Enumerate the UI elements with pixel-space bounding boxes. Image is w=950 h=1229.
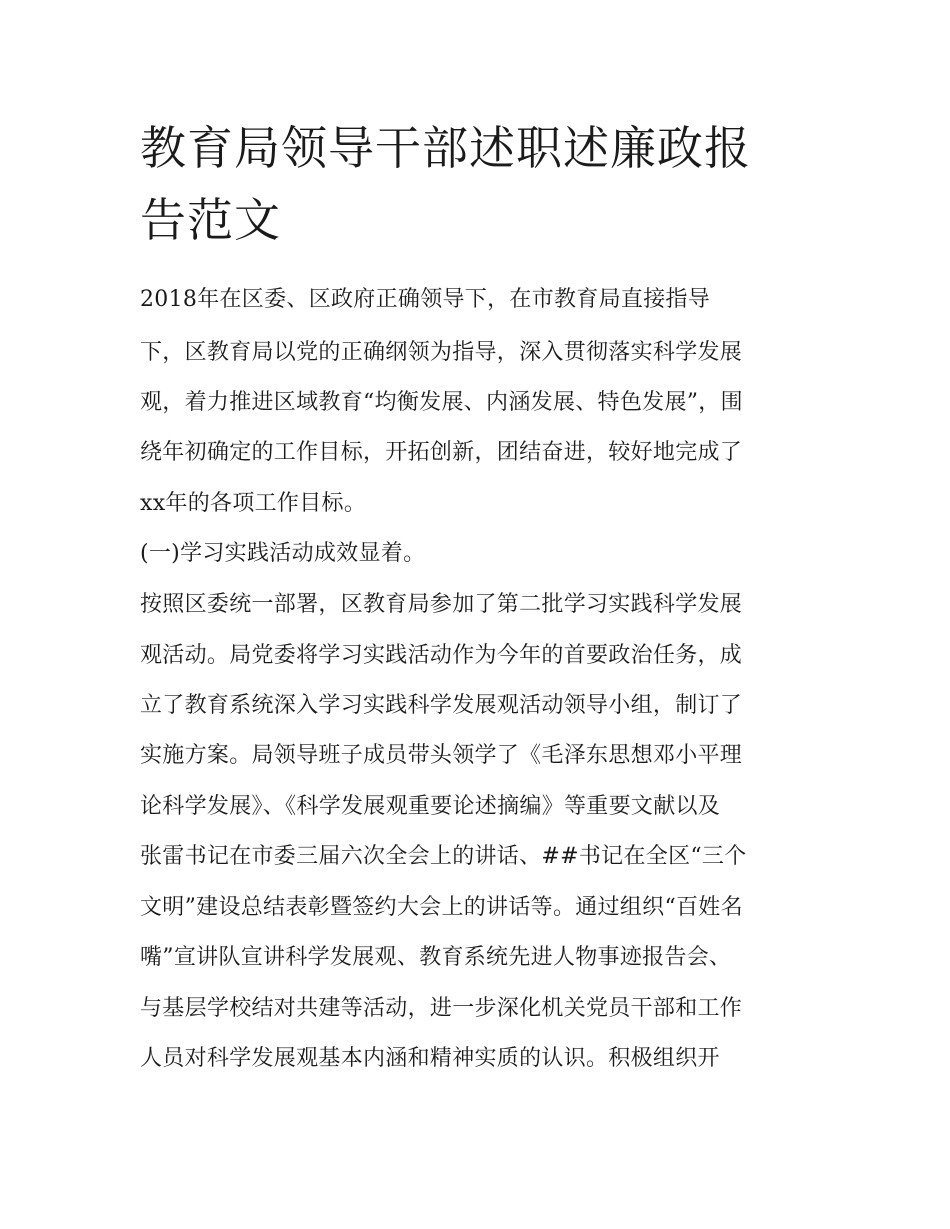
document-title [140, 112, 820, 256]
body-line: 观，着力推进区域教育“均衡发展、内涵发展、特色发展”，围 [140, 390, 743, 415]
title-line-1: 教育局领导干部述职述廉政报 [140, 121, 751, 175]
body-line: 与基层学校结对共建等活动，进一步深化机关党员干部和工作 [140, 996, 743, 1021]
title-line-2: 告范文 [140, 193, 281, 247]
body-line: 下，区教育局以党的正确纲领为指导，深入贯彻落实科学发展 [140, 340, 743, 365]
body-line: 嘴”宣讲队宣讲科学发展观、教育系统先进人物事迹报告会、 [140, 945, 732, 970]
section-heading: (一)学习实践活动成效显着。 [140, 541, 426, 566]
body-line: xx年的各项工作目标。 [140, 491, 367, 516]
body-line: 观活动。局党委将学习实践活动作为今年的首要政治任务，成 [140, 643, 743, 668]
body-line: 文明”建设总结表彰暨签约大会上的讲话等。通过组织“百姓名 [140, 895, 743, 920]
body-line: 按照区委统一部署，区教育局参加了第二批学习实践科学发展 [140, 592, 743, 617]
body-line: 人员对科学发展观基本内涵和精神实质的认识。积极组织开 [140, 1046, 720, 1071]
body-line: 实施方案。局领导班子成员带头领学了《毛泽东思想邓小平理 [140, 743, 743, 768]
body-line: 立了教育系统深入学习实践科学发展观活动领导小组，制订了 [140, 693, 743, 718]
body-line: 张雷书记在市委三届六次全会上的讲话、##书记在全区“三个 [140, 844, 747, 869]
body-line: 论科学发展》、《科学发展观重要论述摘编》等重要文献以及 [140, 794, 721, 819]
body-line: 2018年在区委、区政府正确领导下，在市教育局直接指导 [140, 287, 711, 312]
body-line: 绕年初确定的工作目标，开拓创新，团结奋进，较好地完成了 [140, 440, 743, 465]
